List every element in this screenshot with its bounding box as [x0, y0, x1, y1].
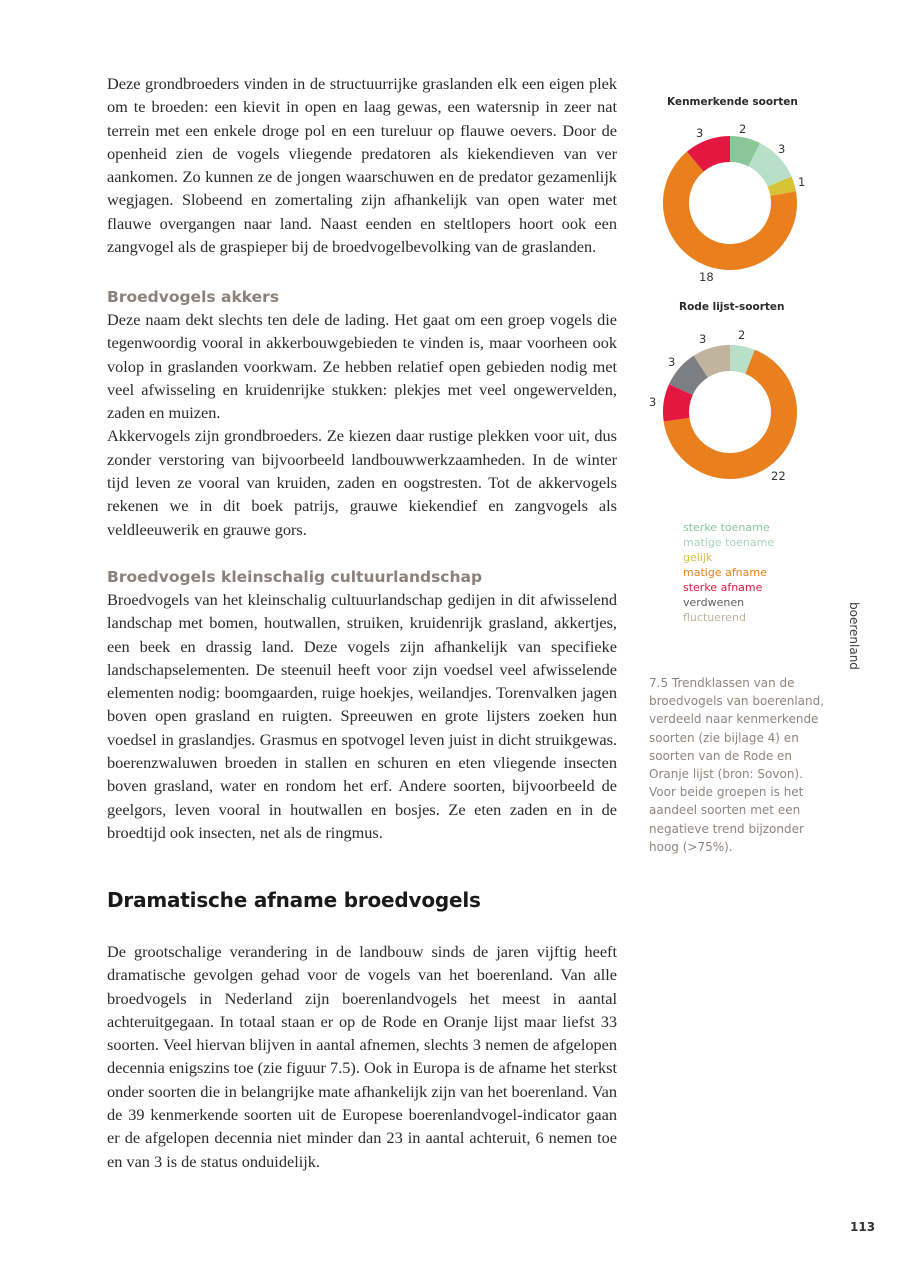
slice-label: 3 [668, 355, 676, 369]
main-text-column [107, 72, 617, 258]
dramatisch-paragraph: De grootschalige verandering in de landbouw sinds de jaren vijftig heeft dramatische gevolgen gehad voor de vogels van het boerenland. Van alle broedvogels in Nederland zijn boerenlandvogels het meest in aantal achteruitgegaan. In totaal staan er op de Rode en Oranje lijst maar liefst 33 soorten. Veel hiervan blijven in aantal afnemen, slechts 3 nemen de afgelopen decennia enigszins toe (zie figuur 7.5). Ook in Europa is de afname het sterkst onder soorten die in belangrijke mate afhankelijk zijn van het boerenland. Van de 39 kenmerkende soorten uit de Europese boerenlandvogel-indicator gaan er de afgelopen decennia niet minder dan 23 in aantal achteruit, 6 nemen toe en van 3 is de status onduidelijk. [107, 942, 617, 1171]
slice-label: 2 [738, 328, 746, 342]
legend-item-fluctuerend: fluctuerend [683, 611, 747, 624]
figure-caption: 7.5 Trendklassen van de broedvogels van boerenland, verdeeld naar kenmerkende soorten (zie bijlage 4) en soorten van de Rode en Oranje lijst (bron: Sovon). Voor beide groepen is het aandeel soorten met een negatieve trend bijzonder hoog (>75%). [649, 676, 825, 854]
page-number: 113 [850, 1220, 876, 1234]
slice-label: 2 [739, 122, 747, 136]
akkers-paragraph-2: Akkervogels zijn grondbroeders. Ze kiezen daar rustige plekken voor uit, dus zonder verstoring van bijvoorbeeld landbouwwerkzaamheden. In de winter tijd leven ze vooral van kruiden, zaden en oogstresten. Tot de akkervogels rekenen we in dit boek patrijs, grauwe kiekendief en zangvogels als veldleeuwerik en grauwe gors. [107, 426, 617, 539]
chapter-side-tab: boerenland [847, 602, 861, 670]
slice-label: 18 [699, 270, 714, 284]
legend-item-sterke-toename: sterke toename [683, 521, 770, 534]
slice-label: 3 [778, 142, 786, 156]
chart-title-kenmerkend: Kenmerkende soorten [667, 96, 798, 108]
legend-item-verdwenen: verdwenen [683, 596, 745, 609]
slice-label: 3 [696, 126, 704, 140]
legend-item-sterke-afname: sterke afname [683, 581, 763, 594]
legend-item-gelijk: gelijk [683, 551, 713, 564]
legend-item-matige-toename: matige toename [683, 536, 775, 549]
slice-label: 3 [699, 332, 707, 346]
legend-item-matige-afname: matige afname [683, 566, 767, 579]
donut-chart-rode-lijst [659, 341, 801, 483]
slice-label: 3 [649, 395, 657, 409]
kleinschalig-paragraph: Broedvogels van het kleinschalig cultuurlandschap gedijen in dit afwisselend landschap met bomen, houtwallen, struiken, kruidenrijk grasland, akkertjes, een beek en drassig land. Deze vogels zijn afhankelijk van specifieke landschapselementen. De steenuil heeft voor zijn voedsel veel afwisselende elementen nodig: boomgaarden, ruige hoekjes, weilandjes. Torenvalken jagen boven open grasland en ruigten. Spreeuwen en grote lijsters zoeken hun voedsel in graslandjes. Grasmus en spotvogel leven juist in dicht struikgewas. boerenzwaluwen broeden in stallen en schuren en eten vliegende insecten boven grasland, water en rondom het erf. Andere soorten, bijvoorbeeld de geelgors, leven vooral in houtwallen en bosjes. Ze eten zaden en in de broedtijd ook insecten, net als de ringmus. [107, 590, 617, 842]
akkers-paragraph-1: Deze naam dekt slechts ten dele de lading. Het gaat om een groep vogels die tegenwoordig vooral in akkerbouwgebieden te vinden is, maar voorheen ook volop in graslanden voorkwam. Ze hebben relatief open gebieden nodig met veel afwisseling en kruidenrijke stukken: plekjes met veel ongewervelden, zaden en muizen. [107, 310, 617, 423]
chart-title-rode-lijst: Rode lijst-soorten [679, 301, 785, 313]
chart-legend [683, 520, 774, 625]
section-dramatisch [107, 940, 617, 1173]
subheading-akkers: Broedvogels akkers [107, 288, 280, 306]
intro-paragraph: Deze grondbroeders vinden in de structuurrijke graslanden elk een eigen plek om te broeden: een kievit in open en laag gewas, een watersnip in zeer nat terrein met een enkele droge pol en een tureluur op flauwe oevers. Door de openheid zien de vogels vliegende predatoren als kiekendieven van ver aankomen. Zo kunnen ze de jongen waarschuwen en de predator gezamenlijk wegjagen. Slobeend en zomertaling zijn afhankelijk van open water met flauwe overgangen naar land. Naast eenden en steltlopers hoort ook een zangvogel als de graspieper bij de broedvogelbevolking van de graslanden. [107, 74, 617, 257]
slice-label: 22 [771, 469, 786, 483]
section-kleinschalig [107, 566, 617, 844]
subheading-kleinschalig: Broedvogels kleinschalig cultuurlandschap [107, 568, 483, 586]
slice-label: 1 [798, 175, 806, 189]
section-akkers [107, 286, 617, 541]
section-heading-dramatisch: Dramatische afname broedvogels [107, 888, 481, 912]
